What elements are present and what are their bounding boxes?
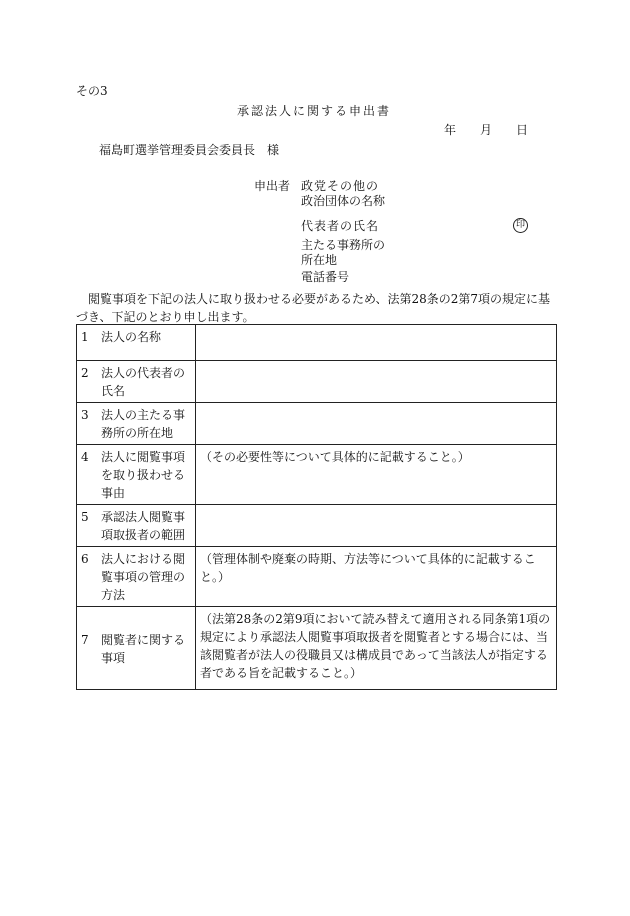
row-value-cell (196, 547, 557, 607)
row-number: 1 (81, 330, 89, 344)
row-label: 法人に閲覧事項を取り扱わせる事由 (101, 450, 186, 500)
table-row (77, 607, 557, 690)
row-value: （その必要性等について具体的に記載すること。） (200, 450, 470, 464)
row-number: 3 (81, 408, 89, 422)
date-month-label: 月 (480, 123, 493, 137)
row-value (196, 403, 556, 409)
table-row (77, 361, 557, 403)
form-number: その3 (76, 84, 108, 98)
application-table (76, 324, 557, 690)
row-value (196, 325, 556, 331)
addressee: 福島町選挙管理委員会委員長 様 (99, 143, 280, 157)
org-name-label-line2: 政治団体の名称 (301, 194, 386, 208)
date-year-label: 年 (444, 123, 457, 137)
row-value-cell (196, 607, 557, 690)
row-label: 法人の名称 (101, 330, 162, 344)
representative-name-label: 代表者の氏名 (301, 219, 380, 233)
row-label: 法人の主たる事務所の所在地 (101, 408, 186, 440)
row-label-cell (77, 607, 196, 690)
row-value: （管理体制や廃棄の時期、方法等について具体的に記載すること。） (200, 552, 536, 584)
row-label-cell (77, 505, 196, 547)
table-row (77, 445, 557, 505)
row-number: 2 (81, 366, 89, 380)
row-value: （法第28条の2第9項において読み替えて適用される同条第1項の規定により承認法人閲覧事項取扱者を閲覧者とする場合には、当該閲覧者が法人の役職員又は構成員であって当該法人が指定する者である旨を記載すること。） (200, 612, 551, 680)
intro-paragraph: 閲覧事項を下記の法人に取り扱わせる必要があるため、法第28条の2第7項の規定に基づき、下記のとおり申し出ます。 (76, 292, 551, 324)
table-row (77, 403, 557, 445)
date-day-label: 日 (516, 123, 529, 137)
row-label: 閲覧者に関する事項 (101, 632, 186, 665)
row-number: 7 (81, 632, 89, 647)
row-value-cell (196, 325, 557, 361)
phone-number-label: 電話番号 (301, 270, 350, 284)
office-address-label-line1: 主たる事務所の (301, 238, 386, 252)
row-number: 5 (81, 510, 89, 524)
row-value-cell (196, 505, 557, 547)
row-number: 6 (81, 552, 89, 566)
row-label: 法人における閲覧事項の管理の方法 (101, 552, 186, 602)
row-label-cell (77, 361, 196, 403)
seal-mark: 印 (513, 218, 528, 233)
table-row (77, 505, 557, 547)
applicant-heading: 申出者 (254, 179, 291, 193)
document-title: 承認法人に関する申出書 (237, 104, 392, 118)
row-label: 法人の代表者の氏名 (101, 366, 186, 398)
row-value-cell (196, 445, 557, 505)
row-label-cell (77, 325, 196, 361)
row-value-cell (196, 403, 557, 445)
row-label-cell (77, 547, 196, 607)
row-label-cell (77, 403, 196, 445)
row-label-cell (77, 445, 196, 505)
row-label: 承認法人閲覧事項取扱者の範囲 (101, 510, 186, 542)
row-value (196, 505, 556, 511)
office-address-label-line2: 所在地 (301, 253, 338, 267)
row-value (196, 361, 556, 367)
table-row (77, 325, 557, 361)
row-value-cell (196, 361, 557, 403)
org-name-label-line1: 政党その他の (301, 179, 380, 193)
table-row (77, 547, 557, 607)
row-number: 4 (81, 450, 89, 464)
